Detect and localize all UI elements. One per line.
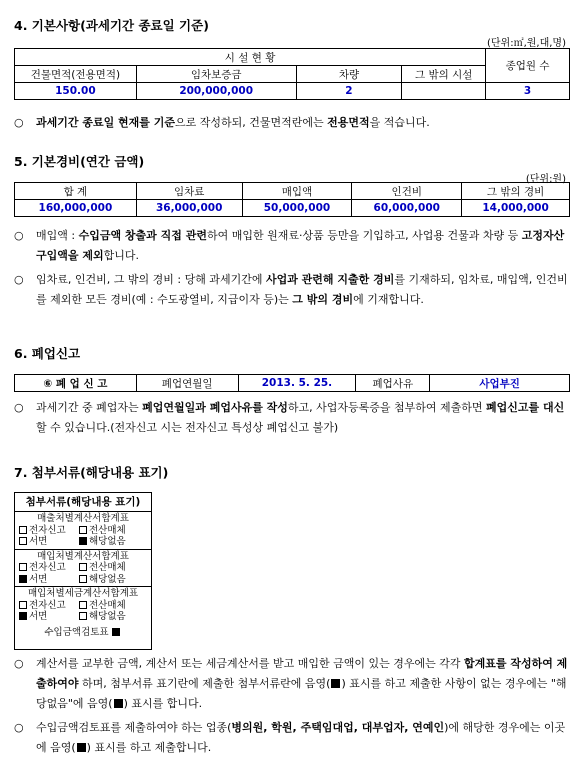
total-value[interactable]: 160,000,000 <box>15 200 137 217</box>
checkbox-icon[interactable] <box>79 526 87 534</box>
other-expenses-value[interactable]: 14,000,000 <box>462 200 570 217</box>
attachment-group <box>15 550 151 588</box>
attachments-box <box>14 492 152 650</box>
facility-header: 시 설 현 황 <box>15 49 486 66</box>
attachment-option[interactable] <box>19 611 79 623</box>
section-4-unit: (단위:㎡,원,대,명) <box>486 38 566 49</box>
section-7-title: 7. 첨부서류(해당내용 표기) <box>14 465 169 480</box>
shaded-square-icon <box>331 679 340 688</box>
attachment-option-label: 서면 <box>29 573 48 585</box>
purchases-value[interactable]: 50,000,000 <box>242 200 352 217</box>
section-5-title: 5. 기본경비(연간 금액) <box>14 154 145 169</box>
col-other-facilities: 그 밖의 시설 <box>402 66 486 83</box>
section-5-unit: (단위:원) <box>525 174 566 185</box>
vehicles-value[interactable]: 2 <box>296 83 402 100</box>
attachment-group-title: 매입처별세금계산서합계표 <box>27 588 139 599</box>
attachment-option-label: 전산매체 <box>89 599 126 611</box>
section-5-note-2: ○ 임차료, 인건비, 그 밖의 경비 : 당해 과세기간에 사업과 관련해 지출한 경비를 기재하되, 임차료, 매입액, 인건비를 제외한 모든 경비(예 : 수도광열비, 지급이자 등)는 그 밖의 경비에 기재합니다. <box>14 273 568 306</box>
section-6-note: ○ 과세기간 중 폐업자는 폐업연월일과 폐업사유를 작성하고, 사업자등록증을 첨부하여 제출하면 폐업신고를 대신할 수 있습니다.(전자신고 시는 전자신고 특성상 폐업신고 불가) <box>14 401 565 434</box>
attachments-box-title: 첨부서류(해당내용 표기) <box>15 493 151 512</box>
closure-date-value[interactable]: 2013. 5. 25. <box>238 375 356 392</box>
employees-header: 종업원 수 <box>486 49 570 83</box>
revenue-review-checkbox[interactable] <box>112 628 120 636</box>
checkbox-icon[interactable] <box>79 563 87 571</box>
checkbox-icon[interactable] <box>19 601 27 609</box>
col-total: 합 계 <box>15 183 137 200</box>
checkbox-icon[interactable] <box>19 575 27 583</box>
expenses-table <box>14 182 570 217</box>
checkbox-icon[interactable] <box>79 575 87 583</box>
checkbox-icon[interactable] <box>79 601 87 609</box>
attachment-group-title: 매출처별계산서합계표 <box>37 513 129 524</box>
col-other-expenses: 그 밖의 경비 <box>462 183 570 200</box>
checkbox-icon[interactable] <box>19 537 27 545</box>
shaded-square-icon <box>77 743 86 752</box>
section-6-title: 6. 폐업신고 <box>14 346 81 361</box>
attachment-option[interactable] <box>79 525 139 537</box>
revenue-review-row[interactable]: 수입금액검토표 <box>15 624 151 642</box>
labor-value[interactable]: 60,000,000 <box>352 200 462 217</box>
section-4-title: 4. 기본사항(과세기간 종료일 기준) <box>14 18 209 33</box>
attachment-option-label: 전산매체 <box>89 562 126 573</box>
closure-label: ⑥ 폐 업 신 고 <box>15 375 137 392</box>
attachment-option[interactable] <box>19 562 79 574</box>
attachment-option-label: 전자신고 <box>29 562 66 573</box>
col-building-area: 건물면적(전용면적) <box>15 66 137 83</box>
closure-reason-label: 폐업사유 <box>356 375 430 392</box>
attachment-option[interactable] <box>79 574 139 586</box>
col-deposit: 임차보증금 <box>136 66 296 83</box>
col-vehicles: 차량 <box>296 66 402 83</box>
attachment-option-label: 해당없음 <box>89 611 126 622</box>
closure-table <box>14 374 570 392</box>
attachment-option[interactable] <box>19 600 79 612</box>
deposit-value[interactable]: 200,000,000 <box>136 83 296 100</box>
attachment-option-label: 해당없음 <box>89 573 126 585</box>
closure-reason-value[interactable]: 사업부진 <box>430 375 570 392</box>
attachment-option[interactable] <box>19 536 79 548</box>
attachment-group <box>15 587 151 624</box>
attachment-option[interactable] <box>19 525 79 537</box>
section-7-note-1: ○ 계산서를 교부한 금액, 계산서 또는 세금계산서를 받고 매입한 금액이 있는 경우에는 각각 합계표를 작성하여 제출하여야 하며, 첨부서류 표기란에 제출한 첨부서류란에 음영( ) 표시를 하고 제출한 사항이 없는 경우에는 "해당없음"에 음영( ) 표시를 합니다. <box>14 657 568 710</box>
checkbox-icon[interactable] <box>19 526 27 534</box>
checkbox-icon[interactable] <box>79 612 87 620</box>
attachment-option-label: 전자신고 <box>29 524 66 536</box>
attachment-group-title: 매입처별계산서합계표 <box>37 550 129 562</box>
other-facilities-value[interactable] <box>402 83 486 100</box>
basic-info-table <box>14 48 570 100</box>
building-area-value[interactable]: 150.00 <box>15 83 137 100</box>
attachment-option[interactable] <box>79 536 139 548</box>
shaded-square-icon <box>114 699 123 708</box>
closure-date-label: 폐업연월일 <box>136 375 238 392</box>
employees-value[interactable]: 3 <box>486 83 570 100</box>
rent-value[interactable]: 36,000,000 <box>136 200 242 217</box>
attachment-option[interactable] <box>19 574 79 586</box>
col-rent: 임차료 <box>136 183 242 200</box>
col-purchases: 매입액 <box>242 183 352 200</box>
attachment-group <box>15 512 151 550</box>
col-labor: 인건비 <box>352 183 462 200</box>
section-7-note-2: ○ 수입금액검토표를 제출하여야 하는 업종(병의원, 학원, 주택임대업, 대부업자, 연예인)에 해당한 경우에는 이곳에 음영( ) 표시를 하고 제출합니다. <box>14 721 566 754</box>
attachment-option[interactable] <box>79 600 139 612</box>
attachment-option[interactable] <box>79 562 139 574</box>
section-5-note-1: ○ 매입액 : 수입금액 창출과 직접 관련하여 매입한 원재료·상품 등만을 기입하고, 사업용 건물과 차량 등 고정자산 구입액을 제외합니다. <box>14 229 565 262</box>
attachment-option[interactable] <box>79 611 139 623</box>
attachment-option-label: 서면 <box>29 536 48 547</box>
checkbox-icon[interactable] <box>19 612 27 620</box>
attachment-option-label: 전자신고 <box>29 599 66 611</box>
attachment-option-label: 해당없음 <box>89 536 126 547</box>
attachment-option-label: 서면 <box>29 611 48 622</box>
section-4-note: ○ 과세기간 종료일 현재를 기준으로 작성하되, 건물면적란에는 전용면적을 적습니다. <box>14 116 430 129</box>
attachment-option-label: 전산매체 <box>89 524 126 536</box>
checkbox-icon[interactable] <box>79 537 87 545</box>
checkbox-icon[interactable] <box>19 563 27 571</box>
